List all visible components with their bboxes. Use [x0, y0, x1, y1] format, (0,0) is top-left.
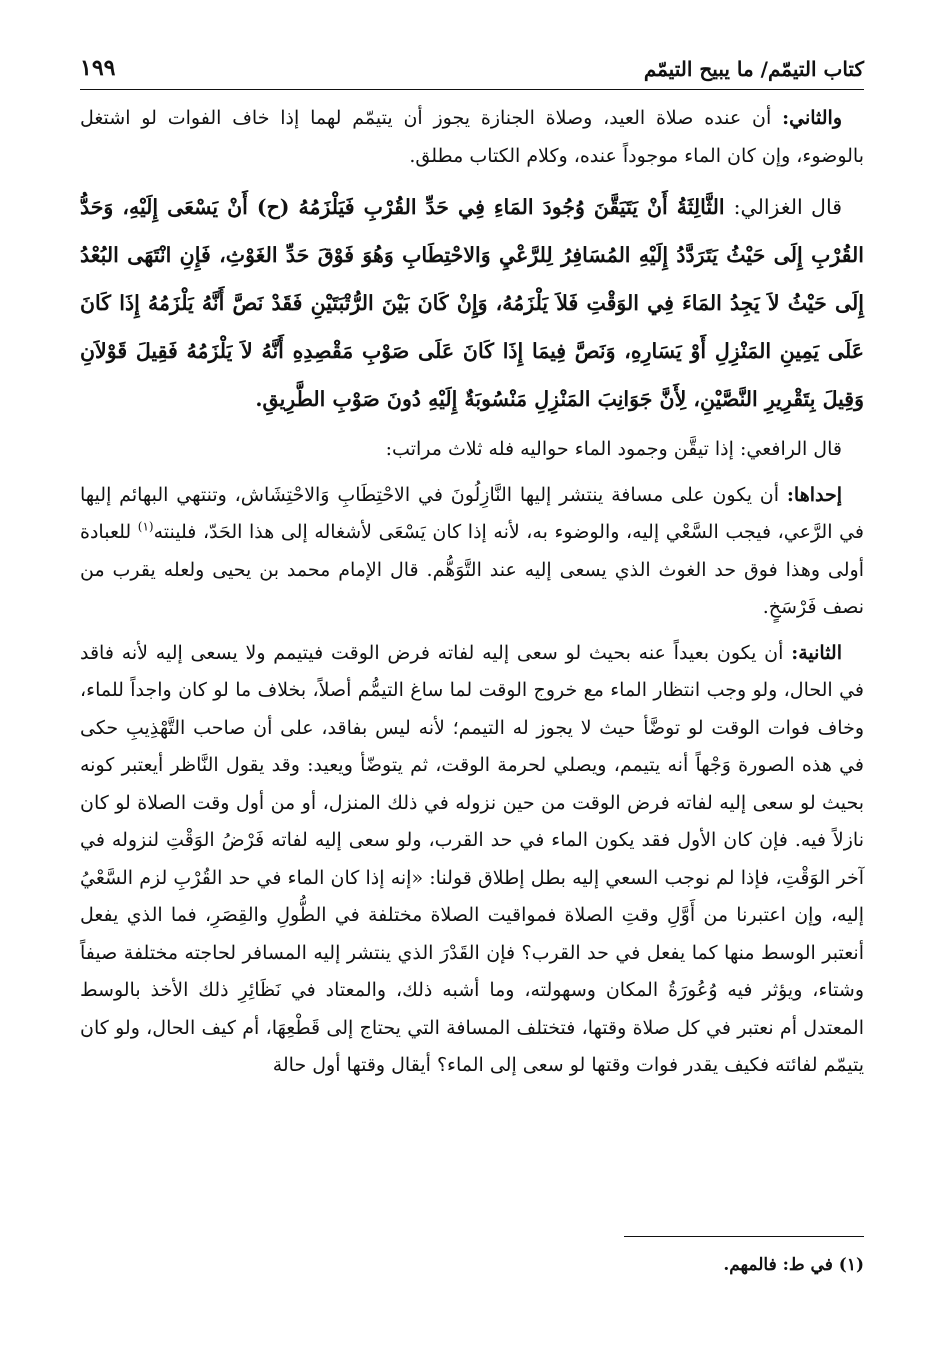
footnote-marker: (١) [137, 519, 154, 534]
footnote [723, 1250, 864, 1280]
paragraph-body: إذا تيقَّن وجمود الماء حواليه فله ثلاث مراتب: [385, 438, 740, 460]
paragraph-body: أن يكون على مسافة ينتشر إليها النَّازِلُونَ في الاحْتِطَابِ وَالاحْتِشَاش، وتنتهي البهائم إليها في الرَّعي، فيجب السَّعْي إليه، والوضوء به، لأنه إذا كان يَسْعَى لأشغاله إلى هذا الحَدّ، فلينته [80, 483, 864, 543]
paragraph-ghazali-text [80, 183, 864, 423]
paragraph-first-rank [80, 477, 864, 627]
paragraph-rafii-intro [80, 431, 864, 469]
paragraph-lead: والثاني: [782, 107, 842, 129]
paragraph-lead: قال الغزالي: [733, 195, 842, 219]
paragraph-body-continued: للعبادة أولى وهذا فوق حد الغوث الذي يسعى إليه عند التَّوَهُّم. قال الإمام محمد بن يحيى ولعله يقرب من نصف فَرْسَخٍ. [80, 521, 864, 618]
chapter-title: كتاب التيمّم/ ما يبيح التيمّم [643, 57, 864, 81]
paragraph-body: أن عنده صلاة العيد، وصلاة الجنازة يجوز أن يتيمّم لهما إذا خاف الفوات لو اشتغل بالوضوء، وإن كان الماء موجوداً عنده، وكلام الكتاب مطلق. [80, 107, 864, 167]
paragraph-body: أن يكون بعيداً عنه بحيث لو سعى إليه لفاته فرض الوقت فيتيمم ولا يسعى إليه لأنه فاقد في الحال، ولو وجب انتظار الماء مع خروج الوقت لما ساغ التيمُّم أصلاً، بخلاف ما لو كان واجداً للماء، وخاف فوات الوقت لو توضَّأ حيث لا يجوز له التيمم؛ لأنه ليس بفاقد، على أن صاحب التَّهْذِيبِ حكى في هذه الصورة وَجْهاً أنه يتيمم، ويصلي لحرمة الوقت، ثم يتوضّأ ويعيد: وقد يقول النَّاظر أيعتبر كونه بحيث لو سعى إليه لفاته فرض الوقت من حين نزوله في ذلك المنزل، أو من أول وقت الصلاة لو كان نازلاً فيه. فإن كان الأول فقد يكون الماء في حد القرب، ولو سعى إليه لفاته فَرْضُ الوَقْتِ لنزوله في آخر الوَقْتِ، فإذا لم نوجب السعي إليه بطل إطلاق قولنا: «إنه إذا كان الماء في حد القُرْبِ لزم السَّعْيُ إليه، وإن اعتبرنا من أَوَّلِ وقتِ الصلاة فمواقيت الصلاة مختلفة في الطُّولِ والقِصَرِ، فما الذي يفعل أنعتبر الوسط منها كما يفعل في حد القرب؟ فإن القَدْرَ الذي ينتشر إليه المسافر لحاجته مختلفة صيفاً وشتاء، ويؤثر فيه وُعُورَةُ المكان وسهولته، وما أشبه ذلك، والمعتاد في نَظَائِرِ ذلك الأخذ بالوسط المعتدل أم نعتبر في كل صلاة وقتها، فتختلف المسافة التي يحتاج إلى قَطْعِهَا، أم كيف الحال، ولو كان يتيمّم لفائته فكيف يقدر فوات وقتها لو سعى إلى الماء؟ أيقال وقتها أول حالة [80, 641, 864, 1076]
footnote-divider [624, 1236, 864, 1237]
running-header [80, 38, 864, 90]
page-number: ١٩٩ [80, 55, 116, 81]
paragraph-body: الثَّالِثَةُ أَنْ يَتَيَقَّنَ وُجُودَ المَاءِ فِي حَدِّ القُرْبِ فَيَلْزَمُهُ (ح) أَنْ يَسْعَى إِلَيْهِ، وَحَدُّ القُرْبِ إِلَى حَيْثُ يَتَرَدَّدُ إِلَيْهِ المُسَافِرُ لِلرَّعْيِ وَالاحْتِطَابِ وَهُوَ فَوْقَ حَدِّ الغَوْثِ، فَإِنِ انْتَهَى البُعْدُ إِلَى حَيْثُ لاَ يَجِدُ المَاءَ فِي الوَقْتِ فَلاَ يَلْزَمُهُ، وَإِنْ كَانَ بَيْنَ الرُّتْبَتَيْنِ فَقَدْ نَصَّ أَنَّهُ يَلْزَمُهُ إِذَا كَانَ عَلَى يَمِينِ المَنْزِلِ أَوْ يَسَارِهِ، وَنَصَّ فِيمَا إِذَا كَانَ عَلَى صَوْبِ مَقْصِدِهِ أَنَّهُ لاَ يَلْزَمُهُ فَقِيلَ قَوْلاَنِ وَقِيلَ بِتَقْرِيرِ النَّصَّيْنِ، لِأَنَّ جَوَانِبَ المَنْزِلِ مَنْسُوبَةٌ إِلَيْهِ دُونَ صَوْبِ الطَّرِيقِ. [80, 195, 864, 411]
footnote-number: (١) [838, 1255, 864, 1275]
main-text [80, 100, 864, 1085]
book-page [80, 38, 864, 1322]
paragraph-lead: إحداها: [786, 483, 842, 506]
paragraph-lead: قال الرافعي: [739, 438, 842, 460]
paragraph-lead: الثانية: [791, 641, 842, 664]
paragraph-second-point [80, 100, 864, 175]
footnote-text: في ط: فالمهم. [723, 1255, 833, 1275]
paragraph-second-rank [80, 635, 864, 1085]
